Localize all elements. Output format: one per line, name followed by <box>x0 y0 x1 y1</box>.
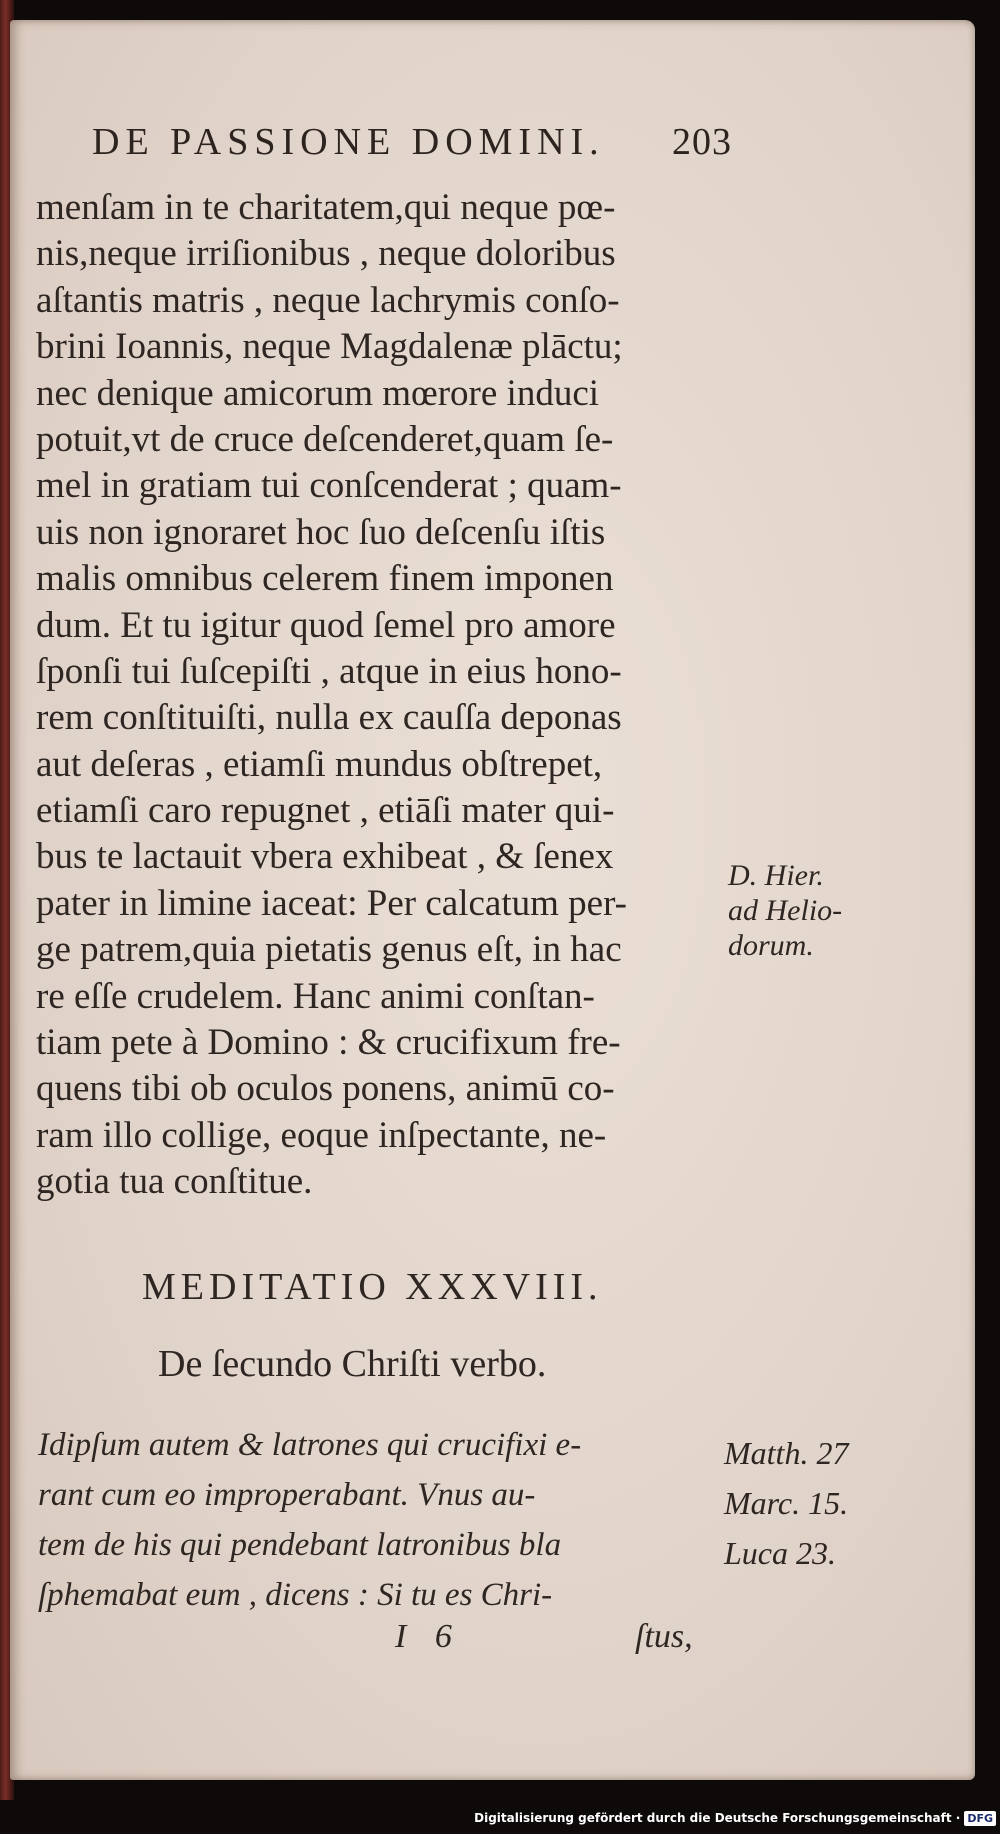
marginal-note-line: D. Hier. <box>728 859 824 892</box>
section-subheading: De ſecundo Chriſti verbo. <box>158 1343 547 1385</box>
body-line: nec denique amicorum mœrore induci <box>36 372 600 414</box>
quote-line: Idipſum autem & latrones qui crucifixi e- <box>38 1427 582 1463</box>
quote-line: ſphemabat eum , dicens : Si tu es Chri- <box>38 1577 553 1613</box>
running-head-title: DE PASSIONE DOMINI. <box>92 121 605 163</box>
body-line: dum. Et tu igitur quod ſemel pro amore <box>36 604 616 646</box>
dfg-logo: DFG <box>964 1811 996 1826</box>
section-heading: MEDITATIO XXXVIII. <box>142 1266 603 1308</box>
running-head <box>92 110 732 180</box>
body-line: brini Ioannis, neque Magdalenæ plāctu; <box>36 326 623 368</box>
body-line: bus te lactauit vbera exhibeat , & ſenex <box>36 836 614 878</box>
body-line: tiam pete à Domino : & crucifixum fre- <box>36 1022 621 1064</box>
signature-mark: I 6 <box>395 1618 462 1655</box>
scripture-reference: Matth. 27 <box>724 1435 849 1471</box>
body-line: uis non ignoraret hoc ſuo deſcenſu iſtis <box>36 511 606 553</box>
scripture-references <box>724 1428 924 1578</box>
page-number: 203 <box>672 121 732 163</box>
body-line: ram illo collige, eoque inſpectante, ne- <box>36 1114 607 1156</box>
body-line: menſam in te charitatem,qui neque pœ- <box>36 187 616 228</box>
body-line: potuit,vt de cruce deſcenderet,quam ſe- <box>36 418 614 460</box>
quote-line: tem de his qui pendebant latronibus bla <box>38 1527 562 1563</box>
body-line: mel in gratiam tui conſcenderat ; quam- <box>36 465 622 507</box>
body-line: pater in limine iaceat: Per calcatum per- <box>36 882 627 924</box>
book-page <box>10 20 975 1780</box>
scripture-reference: Luca 23. <box>724 1535 836 1571</box>
body-line: gotia tua conſtitue. <box>36 1161 313 1203</box>
marginal-note-line: ad Helio- <box>728 894 843 927</box>
body-line: ge patrem,quia pietatis genus eſt, in hac <box>36 929 622 971</box>
digitization-credit-text: Digitalisierung gefördert durch die Deutsche Forschungsgemeinschaft · <box>474 1811 961 1825</box>
body-line: nis,neque irriſionibus , neque doloribus <box>36 233 616 275</box>
catchword: ſtus, <box>635 1618 693 1655</box>
scripture-quote <box>38 1420 738 1620</box>
body-text <box>36 185 736 1206</box>
scripture-reference: Marc. 15. <box>724 1485 849 1521</box>
marginal-note <box>728 858 908 963</box>
body-line: malis omnibus celerem finem imponen <box>36 558 614 600</box>
marginal-note-line: dorum. <box>728 929 814 962</box>
body-line: etiamſi caro repugnet , etiāſi mater qui- <box>36 790 615 832</box>
body-line: aut deſeras , etiamſi mundus obſtrepet, <box>36 743 603 785</box>
body-line: ſponſi tui ſuſcepiſti , atque in eius hono- <box>36 650 622 692</box>
quote-line: rant cum eo improperabant. Vnus au- <box>38 1477 536 1513</box>
body-line: aſtantis matris , neque lachrymis conſo- <box>36 279 620 321</box>
body-line: rem conſtituiſti, nulla ex cauſſa deponas <box>36 697 622 739</box>
body-line: quens tibi ob oculos ponens, animū co- <box>36 1068 615 1110</box>
digitization-credit <box>474 1805 996 1831</box>
body-line: re eſſe crudelem. Hanc animi conſtan- <box>36 975 595 1017</box>
